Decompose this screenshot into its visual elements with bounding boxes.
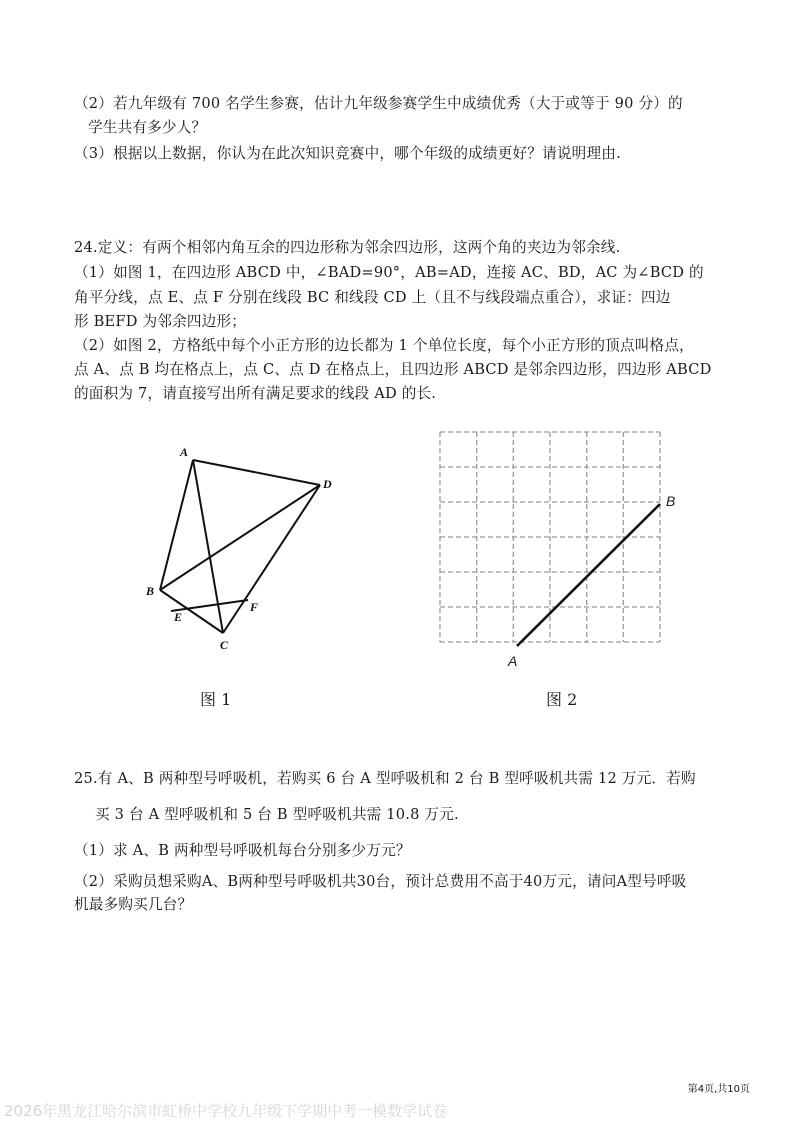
fig1-label-D: D	[323, 477, 332, 491]
fig2-label-A: A	[508, 653, 518, 669]
q25-part2-line2: 机最多购买几台？	[74, 896, 193, 913]
q24-part2-line3: 的面积为 7，请直接写出所有满足要求的线段 AD 的长.	[74, 385, 437, 402]
fig1-label-A: A	[180, 445, 189, 459]
q24-definition: 24.定义：有两个相邻内角互余的四边形称为邻余四边形，这两个角的夹边为邻余线.	[74, 239, 621, 256]
q25-stem-line2: 买 3 台 A 型呼吸机和 5 台 B 型呼吸机共需 10.8 万元.	[95, 806, 459, 823]
figure-2-caption: 图 2	[546, 690, 578, 709]
page-number: 第4页,共10页	[687, 1084, 750, 1095]
fig2-segment-AB	[517, 504, 660, 646]
q23-part3: （3）根据以上数据，你认为在此次知识竞赛中，哪个年级的成绩更好？请说明理由.	[74, 145, 621, 162]
q24-part2-line1: （2）如图 2，方格纸中每个小正方形的边长都为 1 个单位长度，每个小正方形的顶点叫格点，	[74, 337, 694, 354]
q24-part1-line1: （1）如图 1，在四边形 ABCD 中，∠BAD=90°，AB=AD，连接 AC、BD，AC 为∠BCD 的	[74, 264, 704, 281]
figure-2-grid	[440, 432, 700, 672]
q25-part1: （1）求 A、B 两种型号呼吸机每台分别多少万元？	[74, 842, 411, 859]
figure-1-caption: 图 1	[200, 690, 232, 709]
q24-part1-line2: 角平分线，点 E、点 F 分别在线段 BC 和线段 CD 上（且不与线段端点重合），求证：四边	[74, 289, 671, 306]
fig2-label-B: B	[666, 493, 676, 509]
fig1-segment-BC	[160, 590, 223, 633]
q25-part2-line1: （2）采购员想采购A、B两种型号呼吸机共30台，预计总费用不高于40万元，请问A型号呼吸	[74, 873, 687, 890]
q24-part1-line3: 形 BEFD 为邻余四边形；	[74, 313, 247, 330]
q23-part2-line1: （2）若九年级有 700 名学生参赛，估计九年级参赛学生中成绩优秀（大于或等于 90 分）的	[74, 95, 683, 112]
q24-part2-line2: 点 A、点 B 均在格点上，点 C、点 D 在格点上，且四边形 ABCD 是邻余四边形，四边形 ABCD	[74, 361, 712, 378]
figure-1-diagram	[130, 430, 350, 660]
q23-part2-line2: 学生共有多少人？	[88, 119, 207, 136]
fig1-label-B: B	[146, 584, 155, 598]
fig1-label-E: E	[174, 610, 183, 624]
watermark-title: 2026年黑龙江哈尔滨市虹桥中学校九年级下学期中考一模数学试卷	[4, 1102, 448, 1120]
fig1-segment-DC	[223, 485, 320, 633]
q25-stem-line1: 25.有 A、B 两种型号呼吸机，若购买 6 台 A 型呼吸机和 2 台 B 型呼吸机共需 12 万元．若购	[74, 770, 696, 787]
fig1-label-C: C	[220, 638, 229, 652]
fig1-label-F: F	[250, 600, 259, 614]
fig1-segment-AD	[193, 460, 320, 485]
fig1-segment-BD	[160, 485, 320, 590]
